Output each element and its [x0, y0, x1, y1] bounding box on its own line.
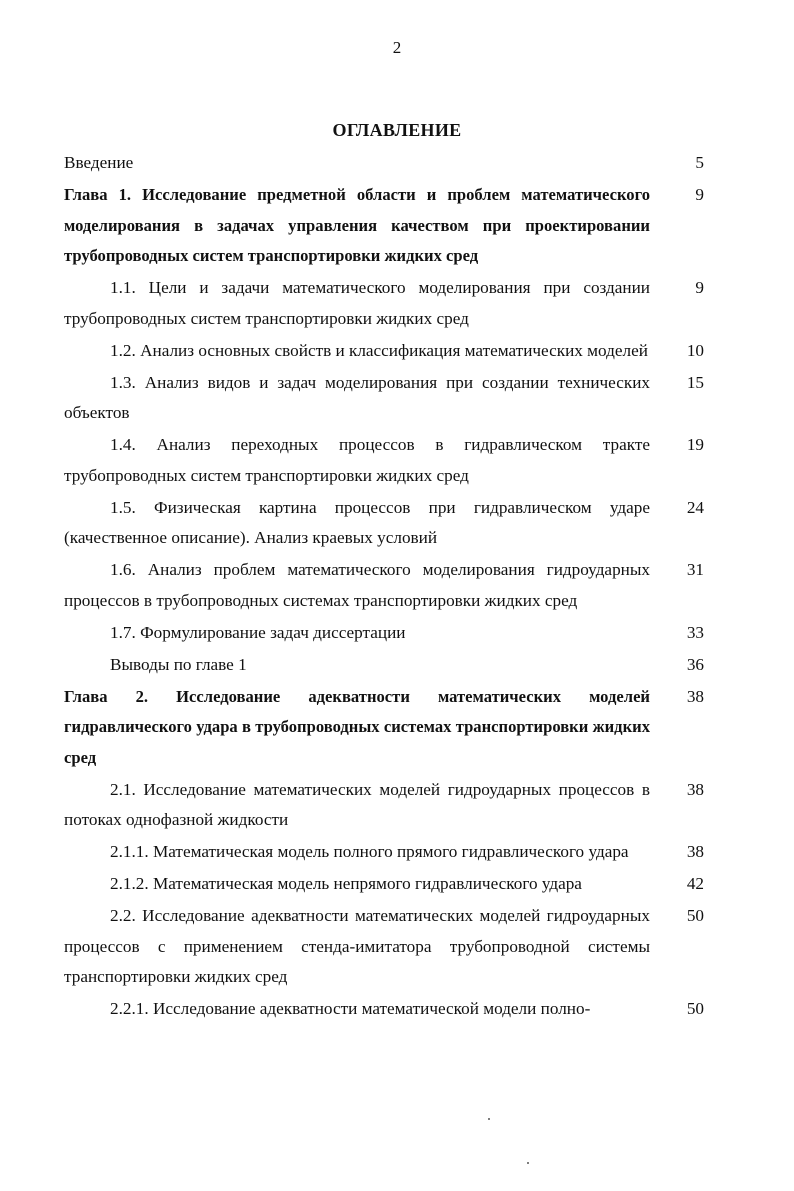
toc-entry-page: 36 — [686, 654, 704, 674]
toc-entry-page: 9 — [695, 185, 704, 204]
toc-entry-1-1 — [64, 273, 704, 334]
toc-entry-text: 1.3. Анализ видов и задач моделирования при создании технических объектов — [64, 372, 650, 422]
toc-entry-text: 1.4. Анализ переходных процессов в гидравлическом тракте трубопроводных систем транспортировки жидких сред — [64, 435, 650, 485]
toc-entry-page: 50 — [686, 906, 704, 925]
toc-entry-2-2-1 — [64, 994, 704, 1025]
toc-entry-text: 1.5. Физическая картина процессов при гидравлическом ударе (качественное описание). Анализ краевых условий — [64, 497, 650, 547]
toc-entry-text: Глава 2. Исследование адекватности математических моделей гидравлического удара в трубопроводных системах транспортировки жидких сред — [64, 686, 650, 767]
toc-entry-page: 38 — [686, 686, 704, 706]
toc-entry-page: 24 — [686, 497, 704, 517]
toc-entry-2-1 — [64, 775, 704, 836]
scan-speck — [527, 1162, 529, 1164]
toc-entry-text: 1.1. Цели и задачи математического моделирования при создании трубопроводных систем транспортировки жидких сред — [64, 278, 650, 328]
toc-entry-page: 15 — [686, 372, 704, 392]
toc-entry-chapter-2 — [64, 682, 704, 774]
toc-entry-page: 10 — [686, 340, 704, 360]
toc-entry-page: 38 — [686, 779, 704, 799]
toc-entry-conclusions-1 — [64, 650, 704, 681]
table-of-contents — [64, 148, 704, 1026]
toc-entry-page: 5 — [695, 153, 704, 172]
toc-entry-1-3 — [64, 368, 704, 429]
toc-entry-text: Выводы по главе 1 — [110, 654, 247, 674]
toc-entry-text: 2.1.2. Математическая модель непрямого гидравлического удара — [110, 874, 582, 893]
toc-entry-text: 2.1.1. Математическая модель полного прямого гидравлического удара — [110, 842, 629, 861]
toc-entry-introduction — [64, 148, 704, 179]
toc-entry-1-5 — [64, 493, 704, 554]
toc-entry-text: 2.2. Исследование адекватности математических моделей гидроударных процессов с применением стенда-имитатора трубопроводной системы транспортировки жидких сред — [64, 906, 650, 986]
toc-entry-text: Введение — [64, 153, 134, 172]
toc-entry-text: 1.6. Анализ проблем математического моделирования гидроударных процессов в трубопроводных системах транспортировки жидких сред — [64, 560, 650, 610]
toc-entry-page: 9 — [695, 278, 704, 297]
toc-entry-1-2 — [64, 336, 704, 367]
toc-entry-1-4 — [64, 430, 704, 491]
toc-entry-page: 19 — [686, 435, 704, 454]
toc-entry-page: 38 — [686, 842, 704, 861]
toc-entry-text: 1.7. Формулирование задач диссертации — [110, 622, 406, 642]
toc-entry-page: 50 — [686, 999, 704, 1018]
toc-entry-2-1-2 — [64, 869, 704, 900]
toc-entry-page: 33 — [686, 622, 704, 642]
toc-entry-1-6 — [64, 555, 704, 616]
scan-speck — [488, 1118, 490, 1120]
page-title: ОГЛАВЛЕНИЕ — [332, 120, 462, 140]
toc-entry-1-7 — [64, 618, 704, 649]
toc-entry-text: 2.1. Исследование математических моделей гидроударных процессов в потоках однофазной жидкости — [64, 779, 650, 829]
toc-entry-text: Глава 1. Исследование предметной области и проблем математического моделирования в задачах управления качеством при проектировании трубопроводных систем транспортировки жидких сред — [64, 185, 650, 265]
toc-entry-page: 31 — [686, 560, 704, 579]
page-number: 2 — [392, 38, 402, 57]
toc-entry-text: 2.2.1. Исследование адекватности математической модели полно- — [110, 999, 591, 1018]
toc-entry-chapter-1 — [64, 180, 704, 272]
toc-entry-text: 1.2. Анализ основных свойств и классификация математических моделей — [110, 340, 648, 360]
toc-entry-2-2 — [64, 901, 704, 993]
toc-entry-2-1-1 — [64, 837, 704, 868]
toc-entry-page: 42 — [686, 874, 704, 893]
